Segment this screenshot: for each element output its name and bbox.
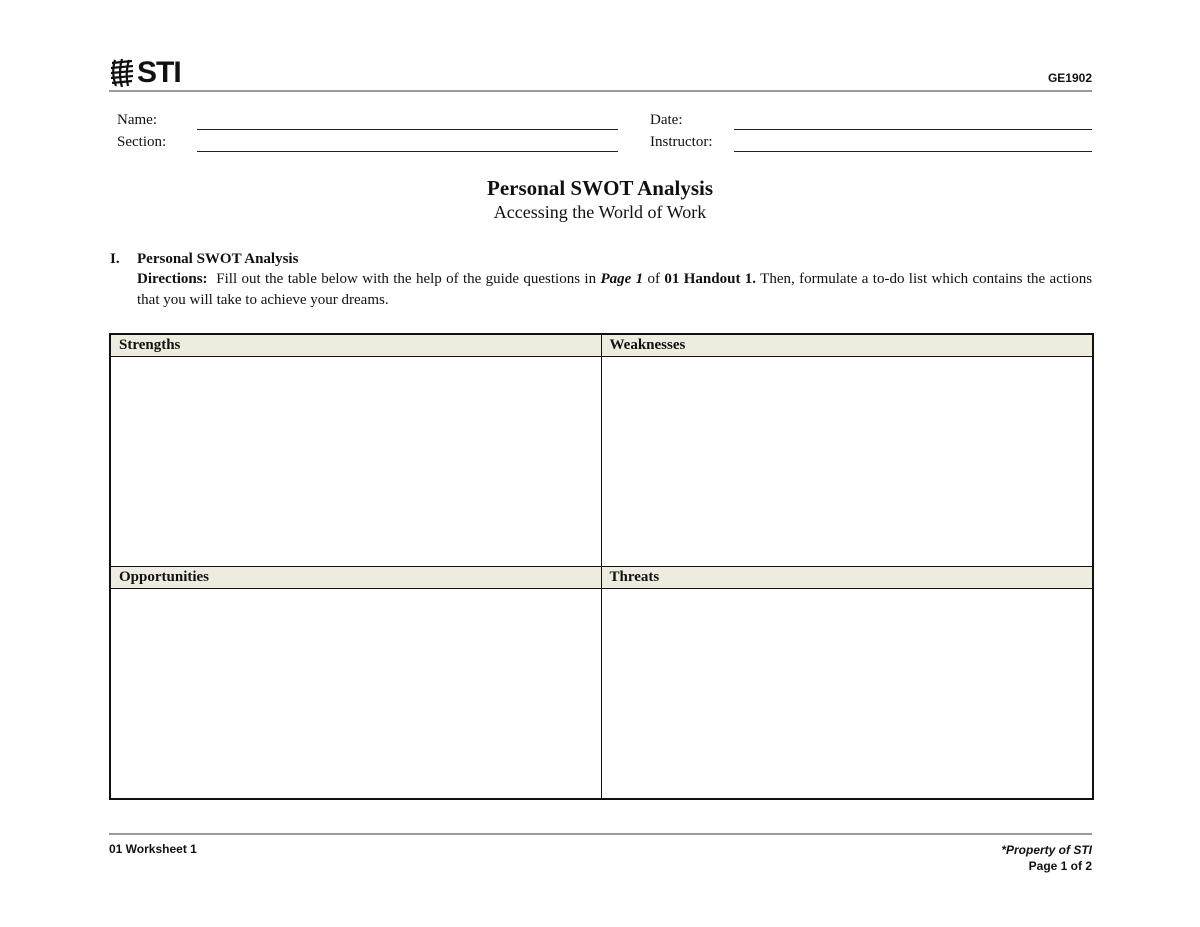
weaknesses-input-area[interactable] — [602, 357, 1093, 566]
threats-input-area[interactable] — [602, 589, 1093, 799]
name-field[interactable] — [197, 129, 618, 130]
title-block — [0, 175, 1200, 223]
threats-header: Threats — [602, 567, 1093, 589]
handout-reference: 01 Handout 1. — [664, 271, 757, 287]
logo-text: STI — [137, 56, 181, 89]
swot-table — [109, 333, 1094, 800]
strengths-quadrant — [111, 335, 602, 567]
page-number: Page 1 of 2 — [1028, 859, 1092, 873]
section-swot — [110, 250, 1092, 311]
instructor-label: Instructor: — [650, 134, 713, 150]
threats-quadrant — [602, 567, 1093, 799]
weaknesses-quadrant — [602, 335, 1093, 567]
page-reference: Page 1 — [600, 271, 644, 287]
page-title: Personal SWOT Analysis — [487, 176, 713, 200]
date-label: Date: — [650, 112, 683, 128]
section-field[interactable] — [197, 151, 618, 152]
section-label: Section: — [117, 134, 167, 150]
worksheet-label: 01 Worksheet 1 — [109, 842, 197, 856]
opportunities-header: Opportunities — [111, 567, 601, 589]
name-label: Name: — [117, 112, 157, 128]
header-divider — [109, 90, 1092, 92]
section-heading — [110, 250, 1092, 269]
weaknesses-header: Weaknesses — [602, 335, 1093, 357]
property-notice: *Property of STI — [1001, 843, 1092, 857]
section-title: Personal SWOT Analysis — [137, 251, 299, 267]
footer-info — [1001, 842, 1092, 874]
footer-divider — [109, 833, 1092, 835]
opportunities-input-area[interactable] — [111, 589, 601, 799]
opportunities-quadrant — [111, 567, 602, 799]
sti-logo — [109, 56, 181, 90]
strengths-input-area[interactable] — [111, 357, 601, 566]
document-code: GE1902 — [1047, 71, 1092, 85]
instructor-field[interactable] — [734, 151, 1092, 152]
page-subtitle: Accessing the World of Work — [493, 202, 707, 222]
directions-text — [137, 269, 1092, 311]
section-number: I. — [110, 251, 120, 267]
directions-part-2: Then, formulate a to-do list which contains the actions that you will take to achieve your dreams. — [137, 271, 1093, 308]
date-field[interactable] — [734, 129, 1092, 130]
strengths-header: Strengths — [111, 335, 601, 357]
of-text: of — [647, 271, 661, 287]
directions-label: Directions: — [137, 271, 208, 287]
sti-globe-icon — [109, 57, 135, 89]
directions-part-1: Fill out the table below with the help of the guide questions in — [216, 271, 597, 287]
